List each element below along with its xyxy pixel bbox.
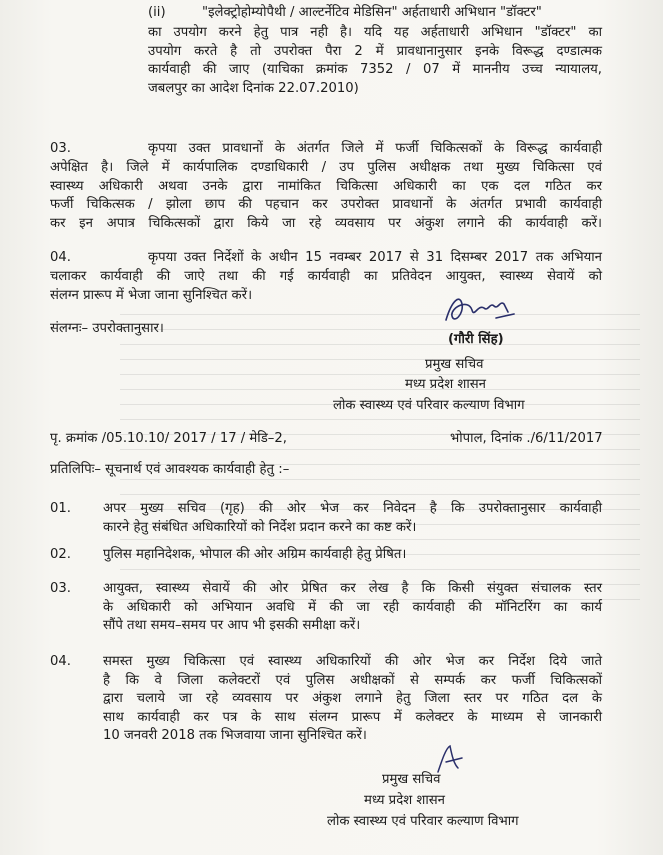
copy-item-line: पुलिस महानिदेशक, भोपाल की ओर अग्रिम कार्यवाही हेतु प्रेषित। <box>103 547 407 562</box>
copy-item-number: 02. <box>50 547 71 562</box>
signatory-2-designation: प्रमुख सचिव <box>382 772 441 787</box>
signatory-2-department: लोक स्वास्थ्य एवं परिवार कल्याण विभाग <box>327 814 519 829</box>
item-ii-text <box>202 4 602 23</box>
signature-mark <box>438 290 528 334</box>
para-04-line: संलग्न प्रारूप में भेजा जाना सुनिश्चित करें। <box>50 287 253 303</box>
copy-item-number: 03. <box>50 581 71 596</box>
para-04-number: 04. <box>50 250 71 265</box>
para-03-number: 03. <box>50 141 71 156</box>
copy-item-01 <box>103 500 602 537</box>
copy-item-line: साथ कार्यवाही कर पत्र के साथ संलग्न प्रारूप में कलेक्टर के माध्यम से जानकारी <box>103 709 602 725</box>
copy-item-line: आयुक्त, स्वास्थ्य सेवायें की ओर प्रेषित कर लेख है कि किसी संयुक्त संचालक स्तर <box>103 581 602 596</box>
para-04-first <box>148 249 602 268</box>
signatory-2-government: मध्य प्रदेश शासन <box>364 793 445 808</box>
para-03-first <box>148 140 602 159</box>
para-03-line: फर्जी चिकित्सक / झोला छाप की पहचान कर उपरोक्त प्रावधानों के अंतर्गत प्रभावी कार्यवाही <box>50 197 602 212</box>
copy-heading: प्रतिलिपिः– सूचनार्थ एवं आवश्यक कार्यवाही हेतु :– <box>50 462 290 477</box>
copy-item-line: द्वारा चलाये जा रहे व्यवसाय पर अंकुश लगाने हेतु जिला स्तर पर गठित दल के <box>103 691 602 706</box>
para-03-line: स्वास्थ्य अधिकारी अथवा उनके द्वारा नामांकित चिकित्सा अधिकारी का एक दल गठित कर <box>50 178 602 194</box>
para-03-line: कृपया उक्त प्रावधानों के अंतर्गत जिले में फर्जी चिकित्सकों के विरूद्ध कार्यवाही <box>148 141 602 156</box>
copy-item-line: 10 जनवरी 2018 तक भिजवाया जाना सुनिश्चित करें। <box>103 728 367 743</box>
reference-number: पृ. क्रमांक /05.10.10/ 2017 / 17 / मेडि–2, <box>50 431 287 446</box>
para-04-line: कृपया उक्त निर्देशों के अधीन 15 नवम्बर 2017 से 31 दिसम्बर 2017 तक अभियान <box>148 250 602 265</box>
para-03-line: कर इन अपात्र चिकित्सकों द्वारा किये जा रहे व्यवसाय पर अंकुश लगाने की कार्यवाही करें। <box>50 215 602 231</box>
copy-item-number: 01. <box>50 501 71 516</box>
para-03-line: अपेक्षित है। जिले में कार्यपालिक दण्डाधिकारी / उप पुलिस अधीक्षक तथा मुख्य चिकित्सा एवं <box>50 160 602 175</box>
para-04-line: चलाकर कार्यवाही की जाऐ तथा की गई कार्यवाही का प्रतिवेदन आयुक्त, स्वास्थ्य सेवायें को <box>50 269 602 284</box>
item-ii-line: का उपयोग करने हेतु पात्र नही है। यदि यह अर्हताधारी अभिधान "डॉक्टर" का <box>148 25 602 40</box>
copy-item-03 <box>103 580 602 636</box>
copy-item-line: समस्त मुख्य चिकित्सा एवं स्वास्थ्य अधिकारियों की ओर भेज कर निर्देश दिये जाते <box>103 654 602 669</box>
item-ii-text-cont <box>148 24 602 98</box>
copy-item-number: 04. <box>50 654 71 669</box>
para-03-body <box>50 159 602 233</box>
copy-item-line: है कि वे जिला कलेक्टरों एवं पुलिस अधीक्षकों से सम्पर्क कर फर्जी चिकित्सकों <box>103 672 602 688</box>
signatory-designation: प्रमुख सचिव <box>425 357 484 372</box>
item-ii-line: जबलपुर का आदेश दिनांक 22.07.2010) <box>148 80 359 96</box>
copy-item-04 <box>103 653 602 746</box>
copy-item-line: के अधिकारी को अभियान अवधि में की जा रही कार्यवाही की मॉनिटरिंग का कार्य <box>103 599 602 615</box>
item-ii-line: "इलेक्ट्रोहोम्योपैथी / आल्टर्नेटिव मेडिसिन" अर्हताधारी अभिधान "डॉक्टर" <box>202 5 542 20</box>
signatory-department: लोक स्वास्थ्य एवं परिवार कल्याण विभाग <box>333 398 525 413</box>
copy-item-line: सौंपे तथा समय–समय पर आप भी इसकी समीक्षा करें। <box>103 618 361 633</box>
copy-item-line: कारने हेतु संबंधित अधिकारियों को निर्देश प्रदान करने का कष्ट करें। <box>103 519 417 535</box>
reference-date: भोपाल, दिनांक ./6/11/2017 <box>450 431 603 446</box>
signatory-government: मध्य प्रदेश शासन <box>405 377 486 392</box>
item-ii-line: कार्यवाही की जाए (याचिका क्रमांक 7352 / 07 में माननीय उच्च न्यायालय, <box>148 62 602 77</box>
item-ii-marker: (ii) <box>148 5 166 20</box>
copy-item-02 <box>103 546 602 565</box>
item-ii-line: उपयोग करते है तो उपरोक्त पैरा 2 में प्रावधानानुसार इनके विरूद्ध दण्डात्मक <box>148 43 602 59</box>
signatory-name: (गौरी सिंह) <box>448 332 504 347</box>
copy-item-line: अपर मुख्य सचिव (गृह) की ओर भेज कर निवेदन है कि उपरोक्तानुसार कार्यवाही <box>103 501 602 516</box>
enclosure-note: संलग्नः– उपरोक्तानुसार। <box>50 321 164 336</box>
